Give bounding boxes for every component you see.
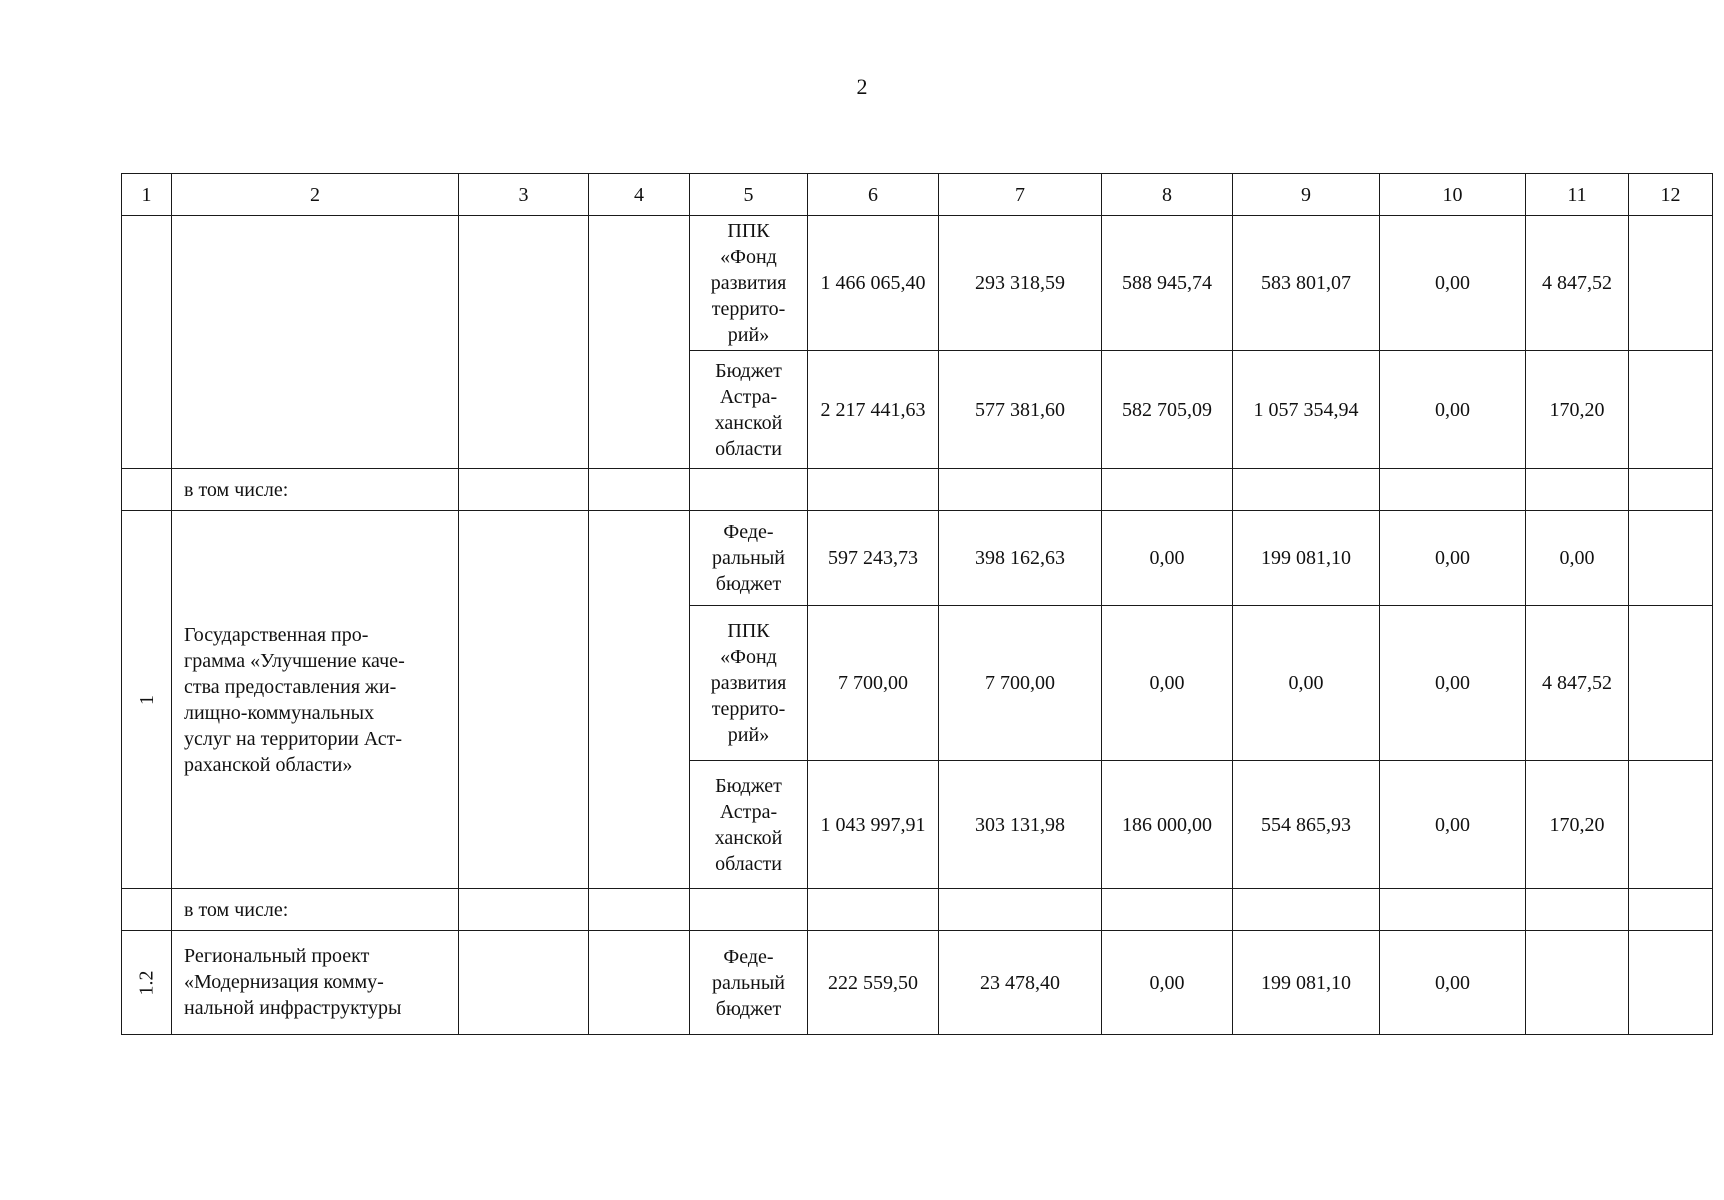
cell: [459, 216, 589, 469]
value-cell: 222 559,50: [808, 931, 939, 1035]
source-line: террито-: [711, 698, 786, 720]
column-number: 7: [939, 174, 1102, 216]
name-line: Государственная про-: [184, 623, 369, 646]
row-number: 1.2: [135, 970, 158, 995]
column-number: 3: [459, 174, 589, 216]
cell: [808, 469, 939, 511]
cell: [1629, 889, 1713, 931]
funding-source-cell: [690, 351, 808, 469]
source-line: развития: [710, 272, 787, 294]
funding-source-cell: [690, 931, 808, 1035]
value-cell: 0,00: [1380, 351, 1526, 469]
name-line: лищно-коммунальных: [184, 701, 375, 724]
value-cell: 303 131,98: [939, 761, 1102, 889]
table-row: [122, 511, 1713, 606]
cell: [1233, 469, 1380, 511]
source-line: Феде-: [723, 521, 774, 543]
page-number: 2: [856, 74, 868, 99]
source-line: Астра-: [719, 385, 778, 408]
subtotal-row: [122, 889, 1713, 931]
name-line: ства предоставления жи-: [184, 675, 397, 698]
value-cell: 597 243,73: [808, 511, 939, 606]
value-cell: 0,00: [1102, 606, 1233, 761]
cell: [122, 469, 172, 511]
cell: [1102, 469, 1233, 511]
column-number: 10: [1380, 174, 1526, 216]
value-cell: 0,00: [1380, 931, 1526, 1035]
cell: [459, 931, 589, 1035]
source-line: Бюджет: [715, 774, 782, 797]
cell: [808, 889, 939, 931]
cell: [1380, 469, 1526, 511]
value-cell: 0,00: [1380, 606, 1526, 761]
subtotal-row: [122, 469, 1713, 511]
source-line: бюджет: [715, 997, 782, 1020]
column-number: 12: [1629, 174, 1713, 216]
source-line: рий»: [727, 324, 770, 346]
value-cell: 7 700,00: [939, 606, 1102, 761]
funding-source-cell: [690, 216, 808, 351]
column-number: 11: [1526, 174, 1629, 216]
source-line: Бюджет: [715, 359, 782, 382]
funding-source-cell: [690, 606, 808, 761]
value-cell: 199 081,10: [1233, 931, 1380, 1035]
source-line: ральный: [712, 547, 785, 569]
cell: [589, 931, 690, 1035]
value-cell: 199 081,10: [1233, 511, 1380, 606]
name-line: грамма «Улучшение каче-: [184, 649, 405, 672]
source-line: бюджет: [715, 573, 782, 595]
source-line: «Фонд: [720, 646, 777, 668]
source-line: рий»: [727, 724, 770, 746]
source-line: ППК: [727, 220, 770, 242]
value-cell: 398 162,63: [939, 511, 1102, 606]
value-cell: 170,20: [1526, 351, 1629, 469]
column-number: 8: [1102, 174, 1233, 216]
value-cell: [1629, 761, 1713, 889]
column-number: 2: [172, 174, 459, 216]
row-number-cell: [122, 511, 172, 889]
value-cell: 1 043 997,91: [808, 761, 939, 889]
cell: [459, 889, 589, 931]
funding-source-cell: [690, 761, 808, 889]
value-cell: [1629, 606, 1713, 761]
source-line: ханской: [714, 826, 783, 849]
cell: [589, 216, 690, 469]
source-line: террито-: [711, 298, 786, 320]
cell: [690, 889, 808, 931]
name-line: нальной инфраструктуры: [184, 997, 402, 1019]
value-cell: 0,00: [1102, 931, 1233, 1035]
value-cell: 7 700,00: [808, 606, 939, 761]
source-line: «Фонд: [720, 246, 777, 268]
value-cell: 23 478,40: [939, 931, 1102, 1035]
cell: [939, 469, 1102, 511]
value-cell: 293 318,59: [939, 216, 1102, 351]
column-number: 5: [690, 174, 808, 216]
value-cell: 0,00: [1380, 761, 1526, 889]
name-line: раханской области»: [184, 753, 353, 776]
cell: [1526, 469, 1629, 511]
source-line: области: [715, 437, 782, 460]
budget-table: [121, 173, 1713, 1035]
cell: [1526, 889, 1629, 931]
source-line: Феде-: [723, 945, 774, 968]
value-cell: [1629, 511, 1713, 606]
row-number: 1: [135, 694, 158, 705]
column-number: 4: [589, 174, 690, 216]
row-name-cell: [172, 216, 459, 469]
name-line: Региональный проект: [184, 945, 370, 967]
value-cell: 583 801,07: [1233, 216, 1380, 351]
cell: [589, 469, 690, 511]
cell: [589, 889, 690, 931]
value-cell: [1629, 931, 1713, 1035]
source-line: области: [715, 852, 782, 875]
value-cell: 0,00: [1233, 606, 1380, 761]
source-line: ральный: [712, 971, 785, 994]
row-name-cell: [172, 511, 459, 889]
row-name-cell: в том числе:: [172, 889, 459, 931]
cell: [459, 511, 589, 889]
value-cell: 4 847,52: [1526, 606, 1629, 761]
cell: [1380, 889, 1526, 931]
source-line: ППК: [727, 620, 770, 642]
value-cell: 588 945,74: [1102, 216, 1233, 351]
column-number: 9: [1233, 174, 1380, 216]
row-number-cell: [122, 216, 172, 469]
value-cell: 1 466 065,40: [808, 216, 939, 351]
cell: [1233, 889, 1380, 931]
value-cell: 0,00: [1102, 511, 1233, 606]
value-cell: 1 057 354,94: [1233, 351, 1380, 469]
row-name-cell: в том числе:: [172, 469, 459, 511]
funding-source-cell: [690, 511, 808, 606]
value-cell: 0,00: [1526, 511, 1629, 606]
row-name-cell: [172, 931, 459, 1035]
cell: [690, 469, 808, 511]
value-cell: [1629, 351, 1713, 469]
column-numbers-row: [122, 174, 1713, 216]
table-row: [122, 216, 1713, 351]
value-cell: 170,20: [1526, 761, 1629, 889]
source-line: Астра-: [719, 800, 778, 823]
source-line: развития: [710, 672, 787, 694]
cell: [1629, 469, 1713, 511]
table-row: [122, 931, 1713, 1035]
value-cell: [1629, 216, 1713, 351]
value-cell: 0,00: [1380, 511, 1526, 606]
source-line: ханской: [714, 411, 783, 434]
value-cell: 2 217 441,63: [808, 351, 939, 469]
cell: [459, 469, 589, 511]
cell: [1102, 889, 1233, 931]
cell: [939, 889, 1102, 931]
cell: [589, 511, 690, 889]
column-number: 1: [122, 174, 172, 216]
row-number-cell: [122, 931, 172, 1035]
value-cell: 186 000,00: [1102, 761, 1233, 889]
name-line: «Модернизация комму-: [184, 971, 384, 993]
value-cell: 577 381,60: [939, 351, 1102, 469]
name-line: услуг на территории Аст-: [184, 727, 403, 750]
value-cell: 4 847,52: [1526, 216, 1629, 351]
column-number: 6: [808, 174, 939, 216]
value-cell: 582 705,09: [1102, 351, 1233, 469]
value-cell: 0,00: [1380, 216, 1526, 351]
value-cell: [1526, 931, 1629, 1035]
value-cell: 554 865,93: [1233, 761, 1380, 889]
cell: [122, 889, 172, 931]
